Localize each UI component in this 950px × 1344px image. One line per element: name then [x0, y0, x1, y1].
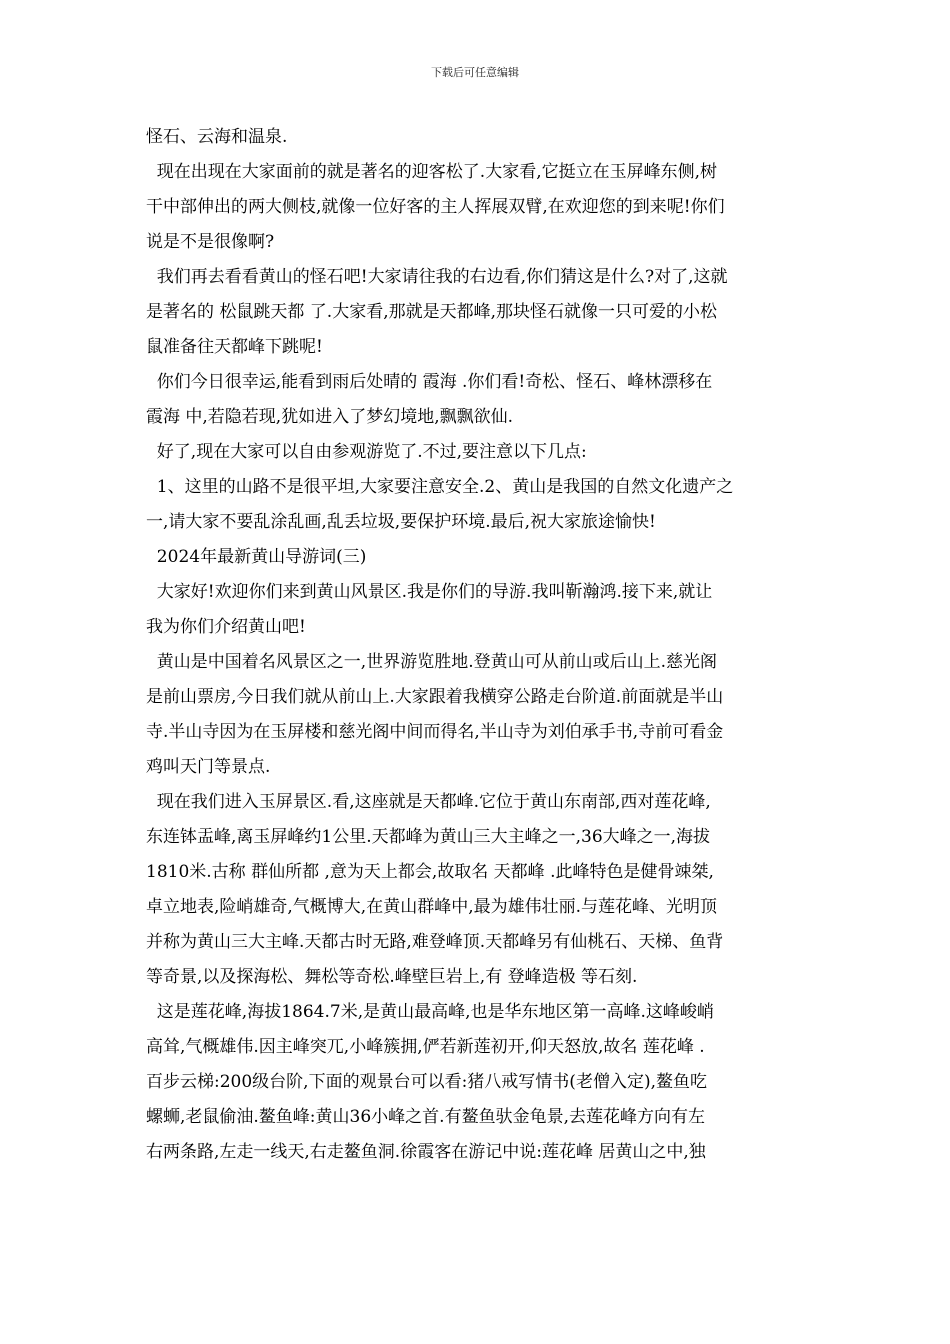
text-line: 等奇景,以及探海松、舞松等奇松.峰壁巨岩上,有 登峰造极 等石刻.	[146, 967, 638, 987]
text-line: 这是莲花峰,海拔1864.7米,是黄山最高峰,也是华东地区第一高峰.这峰峻峭	[146, 1002, 714, 1022]
text-line: 百步云梯:200级台阶,下面的观景台可以看:猪八戒写情书(老僧入定),鳌鱼吃	[146, 1072, 707, 1092]
text-line: 东连钵盂峰,离玉屏峰约1公里.天都峰为黄山三大主峰之一,36大峰之一,海拔	[146, 827, 711, 847]
text-line: 霞海 中,若隐若现,犹如进入了梦幻境地,飘飘欲仙.	[146, 407, 514, 427]
text-line: 怪石、云海和温泉.	[146, 127, 288, 147]
section-heading: 2024年最新黄山导游词(三)	[146, 547, 367, 567]
page-header: 下载后可任意编辑	[431, 66, 519, 79]
text-line: 并称为黄山三大主峰.天都古时无路,难登峰顶.天都峰另有仙桃石、天梯、鱼背	[146, 932, 724, 952]
text-line: 现在出现在大家面前的就是著名的迎客松了.大家看,它挺立在玉屏峰东侧,树	[146, 162, 718, 182]
text-line: 鸡叫天门等景点.	[146, 757, 271, 777]
text-line: 大家好!欢迎你们来到黄山风景区.我是你们的导游.我叫靳瀚鸿.接下来,就让	[146, 582, 713, 602]
text-line: 是著名的 松鼠跳天都 了.大家看,那就是天都峰,那块怪石就像一只可爱的小松	[146, 302, 718, 322]
text-line: 你们今日很幸运,能看到雨后处晴的 霞海 .你们看!奇松、怪石、峰林漂移在	[146, 372, 713, 392]
document-body	[146, 120, 816, 1170]
text-line: 鼠准备往天都峰下跳呢!	[146, 337, 323, 357]
text-line: 寺.半山寺因为在玉屏楼和慈光阁中间而得名,半山寺为刘伯承手书,寺前可看金	[146, 722, 724, 742]
text-line: 一,请大家不要乱涂乱画,乱丢垃圾,要保护环境.最后,祝大家旅途愉快!	[146, 512, 656, 532]
text-line: 1、这里的山路不是很平坦,大家要注意安全.2、黄山是我国的自然文化遗产之	[146, 477, 734, 497]
text-line: 好了,现在大家可以自由参观游览了.不过,要注意以下几点:	[146, 442, 587, 462]
text-line: 是前山票房,今日我们就从前山上.大家跟着我横穿公路走台阶道.前面就是半山	[146, 687, 724, 707]
text-line: 我为你们介绍黄山吧!	[146, 617, 306, 637]
text-line: 黄山是中国着名风景区之一,世界游览胜地.登黄山可从前山或后山上.慈光阁	[146, 652, 718, 672]
text-line: 右两条路,左走一线天,右走鳌鱼洞.徐霞客在游记中说:莲花峰 居黄山之中,独	[146, 1142, 706, 1162]
text-line: 现在我们进入玉屏景区.看,这座就是天都峰.它位于黄山东南部,西对莲花峰,	[146, 792, 711, 812]
text-line: 1810米.古称 群仙所都 ,意为天上都会,故取名 天都峰 .此峰特色是健骨竦桀,	[146, 862, 714, 882]
text-line: 干中部伸出的两大侧枝,就像一位好客的主人挥展双臂,在欢迎您的到来呢!你们	[146, 197, 725, 217]
text-line: 卓立地表,险峭雄奇,气概博大,在黄山群峰中,最为雄伟壮丽.与莲花峰、光明顶	[146, 897, 718, 917]
text-line: 高耸,气概雄伟.因主峰突兀,小峰簇拥,俨若新莲初开,仰天怒放,故名 莲花峰 .	[146, 1037, 705, 1057]
text-line: 螺蛳,老鼠偷油.鳌鱼峰:黄山36小峰之首.有鳌鱼驮金龟景,去莲花峰方向有左	[146, 1107, 705, 1127]
text-line: 我们再去看看黄山的怪石吧!大家请往我的右边看,你们猜这是什么?对了,这就	[146, 267, 728, 287]
text-line: 说是不是很像啊?	[146, 232, 275, 252]
